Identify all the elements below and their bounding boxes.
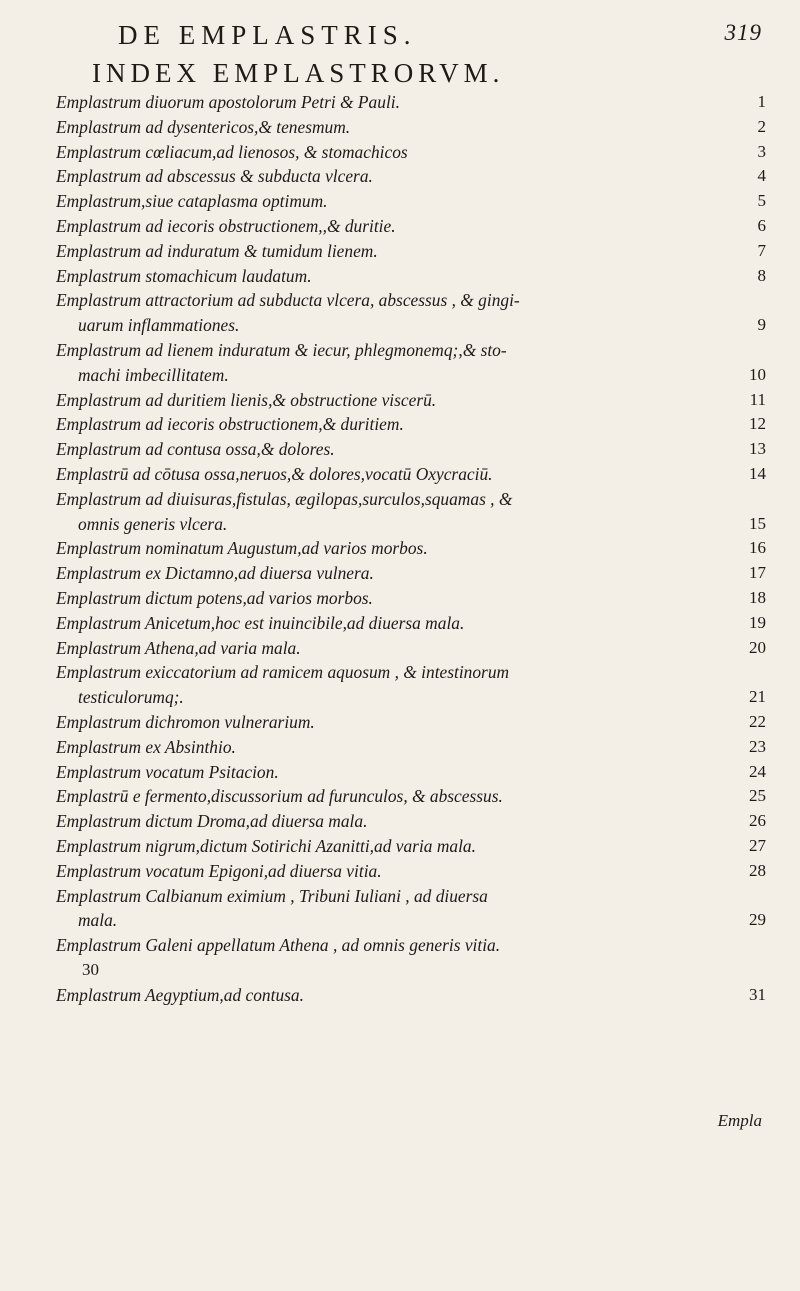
- entry-number: 21: [749, 687, 766, 707]
- catchword: Empla: [717, 1111, 762, 1130]
- entry-number: 22: [749, 711, 766, 731]
- entry-text: Emplastrum vocatum Psitacion.: [56, 761, 279, 782]
- entry-number: 26: [749, 811, 766, 831]
- entry-text: Emplastrū e fermento,discussorium ad furunculos, & abscessus.: [56, 786, 503, 807]
- index-title: INDEX EMPLASTRORVM.: [92, 58, 505, 88]
- index-entry: [56, 115, 766, 140]
- entry-number: 30: [82, 959, 99, 979]
- entry-text: Emplastrum Athena,ad varia mala.: [56, 637, 301, 658]
- index-entry: [56, 437, 766, 462]
- entry-number: 18: [749, 587, 766, 607]
- index-entry: [56, 933, 766, 983]
- index-entry: [56, 164, 766, 189]
- entry-text: Emplastrum cœliacum,ad lienosos, & stomachicos: [56, 141, 408, 162]
- entry-text: Emplastrum attractorium ad subducta vlcera, abscessus , & gingi-: [56, 290, 520, 311]
- entry-text: Emplastrum Calbianum eximium , Tribuni Iuliani , ad diuersa: [56, 885, 488, 906]
- entry-number: 28: [749, 860, 766, 880]
- index-list: [56, 90, 766, 1007]
- index-entry: [56, 338, 766, 388]
- entry-text: Emplastrum ad diuisuras,fistulas, ægilopas,surculos,squamas , &: [56, 488, 513, 509]
- entry-number: 24: [749, 761, 766, 781]
- index-entry: [56, 388, 766, 413]
- index-entry: [56, 189, 766, 214]
- entry-number: 20: [749, 637, 766, 657]
- entry-text: Emplastrum ex Absinthio.: [56, 736, 236, 757]
- entry-number: 6: [757, 215, 766, 235]
- entry-text: Emplastrum ad iecoris obstructionem,& duritiem.: [56, 414, 404, 435]
- entry-number: 3: [757, 141, 766, 161]
- entry-number: 17: [749, 563, 766, 583]
- entry-text: Emplastrum ad dysentericos,& tenesmum.: [56, 116, 351, 137]
- entry-number: 5: [757, 191, 766, 211]
- index-entry: [56, 561, 766, 586]
- entry-text: Emplastrum stomachicum laudatum.: [56, 265, 312, 286]
- entry-continuation: testiculorumq;.: [78, 687, 184, 708]
- entry-number: 16: [749, 538, 766, 558]
- entry-text: Emplastrum ad lienem induratum & iecur, phlegmonemq;,& sto-: [56, 339, 507, 360]
- entry-text: Emplastrum ad induratum & tumidum lienem.: [56, 240, 378, 261]
- index-entry: [56, 834, 766, 859]
- entry-number: 1: [757, 92, 766, 111]
- entry-text: Emplastrum Galeni appellatum Athena , ad omnis generis vitia.: [56, 935, 501, 956]
- entry-text: Emplastrum Aegyptium,ad contusa.: [56, 984, 304, 1005]
- index-entry: [56, 660, 766, 710]
- entry-text: Emplastrum exiccatorium ad ramicem aquosum , & intestinorum: [56, 662, 510, 683]
- entry-text: Emplastrum Anicetum,hoc est inuincibile,ad diuersa mala.: [56, 612, 465, 633]
- entry-number: 31: [749, 984, 766, 1004]
- index-entry: [56, 264, 766, 289]
- entry-number: 23: [749, 736, 766, 756]
- index-entry: [56, 710, 766, 735]
- index-entry: [56, 462, 766, 487]
- entry-number: 7: [757, 240, 766, 260]
- entry-number: 27: [749, 835, 766, 855]
- entry-number: 15: [749, 513, 766, 533]
- entry-continuation: mala.: [78, 910, 118, 931]
- entry-number: 25: [749, 786, 766, 806]
- index-entry: [56, 983, 766, 1008]
- entry-number: 9: [757, 315, 766, 335]
- entry-text: Emplastrum diuorum apostolorum Petri & Pauli.: [56, 92, 400, 112]
- entry-text: Emplastrum dictum potens,ad varios morbos.: [56, 587, 373, 608]
- entry-number: 13: [749, 439, 766, 459]
- index-entry: [56, 859, 766, 884]
- index-entry: [56, 735, 766, 760]
- index-entry: [56, 214, 766, 239]
- running-head: [118, 20, 762, 51]
- index-entry: [56, 288, 766, 338]
- index-entry: [56, 611, 766, 636]
- entry-text: Emplastrum,siue cataplasma optimum.: [56, 191, 328, 212]
- entry-number: 11: [749, 389, 766, 409]
- index-entry: [56, 884, 766, 934]
- entry-number: 12: [749, 414, 766, 434]
- index-entry: [56, 809, 766, 834]
- entry-text: Emplastrum ad duritiem lienis,& obstructione viscerū.: [56, 389, 437, 410]
- running-title: DE EMPLASTRIS.: [118, 20, 417, 50]
- index-entry: [56, 140, 766, 165]
- index-entry: [56, 586, 766, 611]
- index-entry: [56, 412, 766, 437]
- index-entry: [56, 487, 766, 537]
- entry-text: Emplastrum ad iecoris obstructionem,,& duritie.: [56, 215, 396, 236]
- index-entry: [56, 760, 766, 785]
- index-entry: [56, 636, 766, 661]
- entry-number: 19: [749, 612, 766, 632]
- entry-number: 2: [757, 116, 766, 136]
- page-number: 319: [724, 20, 762, 45]
- entry-text: Emplastrum nigrum,dictum Sotirichi Azanitti,ad varia mala.: [56, 835, 476, 856]
- entry-text: Emplastrum dictum Droma,ad diuersa mala.: [56, 811, 368, 832]
- index-entry: [56, 536, 766, 561]
- entry-text: Emplastrum ad contusa ossa,& dolores.: [56, 439, 335, 460]
- entry-number: 14: [749, 463, 766, 483]
- entry-text: Emplastrum dichromon vulnerarium.: [56, 711, 315, 732]
- entry-number: 4: [757, 166, 766, 186]
- entry-continuation: omnis generis vlcera.: [78, 513, 228, 534]
- entry-continuation: uarum inflammationes.: [78, 315, 240, 336]
- index-entry: [56, 90, 766, 115]
- entry-text: Emplastrum ex Dictamno,ad diuersa vulnera.: [56, 563, 374, 584]
- entry-text: Emplastrum nominatum Augustum,ad varios morbos.: [56, 538, 428, 559]
- entry-number: 8: [757, 265, 766, 285]
- entry-continuation: machi imbecillitatem.: [78, 364, 229, 385]
- index-entry: [56, 784, 766, 809]
- entry-text: Emplastrū ad cōtusa ossa,neruos,& dolores,vocatū Oxycraciū.: [56, 463, 493, 484]
- entry-number: 10: [749, 364, 766, 384]
- entry-text: Emplastrum vocatum Epigoni,ad diuersa vitia.: [56, 860, 382, 881]
- index-entry: [56, 239, 766, 264]
- entry-number: 29: [749, 910, 766, 930]
- entry-text: Emplastrum ad abscessus & subducta vlcera.: [56, 166, 373, 187]
